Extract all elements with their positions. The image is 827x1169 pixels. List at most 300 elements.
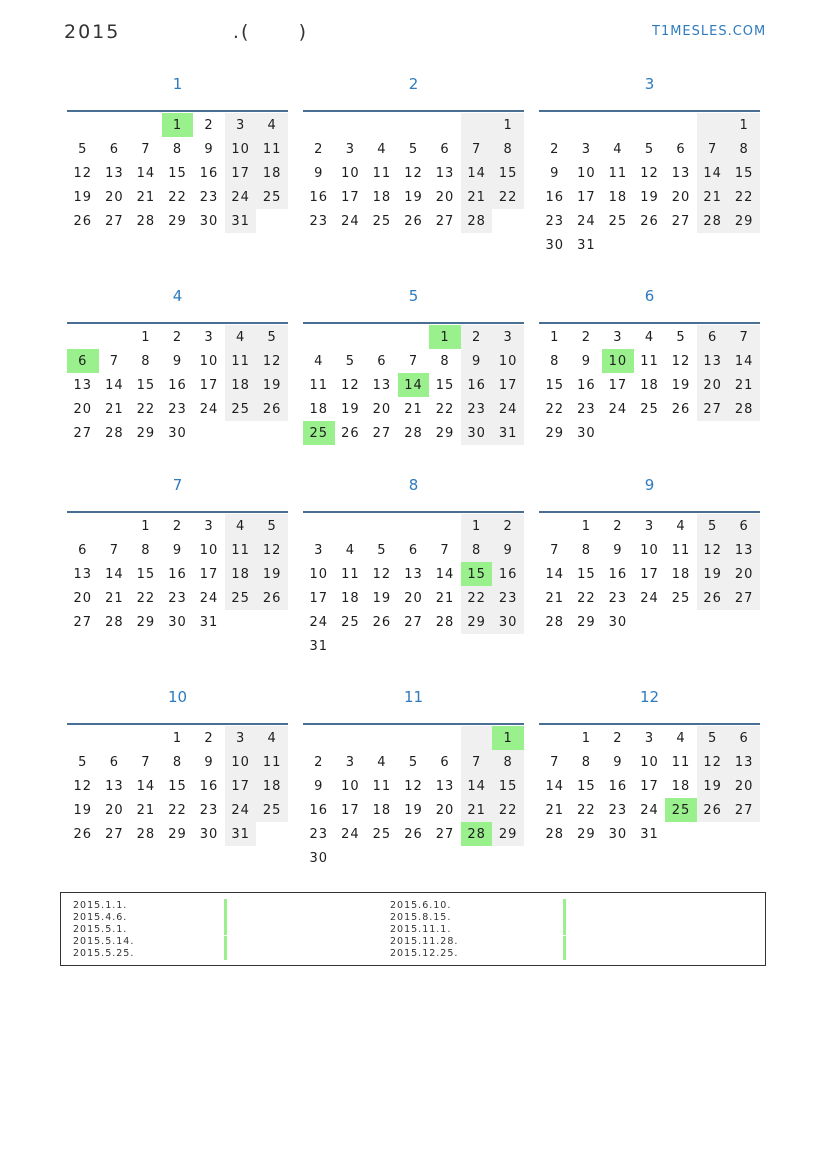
day-cell: 5 [408, 754, 419, 770]
day-cell: 24 [640, 590, 659, 606]
day-cell: 26 [671, 401, 691, 417]
day-cell: 10 [640, 542, 659, 558]
holiday-swatch [563, 948, 566, 960]
day-cell: 29 [168, 213, 187, 229]
day-cell: 31 [309, 638, 329, 654]
day-cell: 7 [550, 754, 560, 770]
day-cell: 6 [408, 542, 419, 558]
empty-day-cell [461, 634, 493, 658]
day-cell: 3 [204, 329, 214, 345]
day-cell: 11 [225, 349, 257, 373]
day-cell: 2 [172, 329, 183, 345]
day-cell: 3 [225, 726, 257, 750]
day-cell: 5 [78, 141, 88, 157]
day-cell: 14 [136, 165, 156, 181]
day-cell: 9 [461, 349, 493, 373]
day-cell: 19 [256, 562, 288, 586]
day-cell: 1 [581, 730, 591, 746]
day-cell: 3 [644, 730, 655, 746]
day-cell: 1 [550, 329, 560, 345]
day-cell: 10 [602, 349, 634, 373]
day-cell: 11 [309, 377, 329, 393]
day-cell: 20 [435, 802, 455, 818]
empty-day-cell [429, 726, 461, 750]
empty-day-cell [728, 822, 760, 846]
day-cell: 26 [256, 397, 288, 421]
day-cell: 4 [644, 329, 655, 345]
day-cell: 2 [172, 518, 183, 534]
day-cell: 31 [225, 822, 257, 846]
day-cell: 15 [435, 377, 455, 393]
empty-day-cell [697, 113, 729, 137]
empty-day-cell [461, 113, 493, 137]
empty-day-cell [335, 726, 367, 750]
legend-item [390, 948, 566, 960]
day-cell: 7 [141, 754, 151, 770]
legend-item [390, 923, 566, 935]
day-cell: 17 [577, 189, 596, 205]
day-cell: 12 [404, 165, 423, 181]
day-cell: 29 [577, 826, 596, 842]
day-cell: 10 [341, 165, 360, 181]
day-cell: 18 [640, 377, 659, 393]
day-cell: 27 [728, 586, 760, 610]
empty-day-cell [398, 634, 430, 658]
month-divider [539, 723, 760, 725]
day-cell: 2 [204, 117, 214, 133]
day-cell: 11 [671, 754, 691, 770]
day-cell: 7 [461, 750, 493, 774]
day-cell: 12 [697, 538, 729, 562]
month-divider [67, 110, 288, 112]
day-cell: 21 [545, 590, 565, 606]
empty-day-cell [539, 726, 571, 750]
day-cell: 9 [314, 778, 324, 794]
day-cell: 6 [440, 754, 450, 770]
day-cell: 15 [136, 566, 156, 582]
day-cell: 25 [225, 397, 257, 421]
day-cell: 22 [577, 590, 596, 606]
day-cell: 18 [225, 373, 257, 397]
empty-day-cell [303, 514, 335, 538]
day-cell: 2 [314, 141, 324, 157]
day-cell: 12 [697, 750, 729, 774]
day-cell: 27 [73, 614, 93, 630]
day-cell: 21 [435, 590, 455, 606]
holiday-legend [60, 892, 766, 966]
day-grid [303, 113, 524, 233]
day-cell: 14 [398, 373, 430, 397]
day-cell: 28 [435, 614, 455, 630]
day-cell: 8 [550, 353, 560, 369]
day-cell: 18 [671, 566, 691, 582]
day-cell: 13 [404, 566, 423, 582]
day-cell: 4 [676, 730, 686, 746]
day-grid [539, 514, 760, 634]
day-cell: 30 [309, 850, 329, 866]
day-cell: 3 [644, 518, 655, 534]
day-cell: 21 [697, 185, 729, 209]
month-title: 11 [403, 688, 424, 706]
day-cell: 5 [408, 141, 419, 157]
empty-day-cell [602, 233, 634, 257]
day-cell: 25 [665, 798, 697, 822]
empty-day-cell [335, 846, 367, 870]
day-cell: 26 [256, 586, 288, 610]
day-grid [303, 514, 524, 658]
month-title: 8 [408, 476, 419, 494]
empty-day-cell [193, 421, 225, 445]
day-cell: 20 [73, 590, 93, 606]
day-cell: 27 [435, 213, 455, 229]
day-cell: 12 [341, 377, 360, 393]
day-cell: 16 [461, 373, 493, 397]
day-cell: 30 [492, 610, 524, 634]
day-cell: 27 [404, 614, 423, 630]
day-cell: 16 [577, 377, 596, 393]
empty-day-cell [398, 514, 430, 538]
day-cell: 11 [341, 566, 360, 582]
empty-day-cell [366, 846, 398, 870]
empty-day-cell [398, 325, 430, 349]
day-cell: 8 [492, 750, 524, 774]
day-cell: 27 [105, 826, 124, 842]
legend-item [73, 936, 227, 948]
day-cell: 16 [492, 562, 524, 586]
day-cell: 12 [256, 349, 288, 373]
day-cell: 13 [73, 566, 93, 582]
legend-item [73, 948, 227, 960]
day-cell: 20 [372, 401, 392, 417]
legend-item [390, 936, 566, 948]
empty-day-cell [130, 113, 162, 137]
day-cell: 20 [105, 189, 124, 205]
day-cell: 12 [671, 353, 691, 369]
day-cell: 22 [136, 590, 156, 606]
day-cell: 15 [168, 165, 187, 181]
day-cell: 27 [728, 798, 760, 822]
day-cell: 2 [461, 325, 493, 349]
day-grid [539, 325, 760, 445]
day-cell: 19 [73, 189, 93, 205]
day-cell: 19 [372, 590, 392, 606]
day-cell: 7 [550, 542, 560, 558]
day-cell: 25 [256, 185, 288, 209]
empty-day-cell [225, 421, 257, 445]
day-cell: 28 [728, 397, 760, 421]
day-cell: 13 [435, 778, 455, 794]
day-cell: 2 [613, 730, 623, 746]
day-cell: 16 [309, 189, 329, 205]
day-cell: 26 [404, 826, 423, 842]
empty-day-cell [335, 113, 367, 137]
empty-day-cell [366, 113, 398, 137]
day-cell: 14 [136, 778, 156, 794]
day-cell: 29 [435, 425, 455, 441]
month-title: 1 [172, 75, 183, 93]
day-cell: 4 [377, 754, 387, 770]
day-cell: 21 [404, 401, 423, 417]
day-cell: 6 [109, 754, 119, 770]
day-cell: 15 [492, 774, 524, 798]
day-cell: 14 [105, 566, 124, 582]
day-cell: 4 [256, 726, 288, 750]
day-cell: 12 [640, 165, 659, 181]
day-grid [539, 113, 760, 257]
day-cell: 1 [141, 329, 151, 345]
day-cell: 19 [73, 802, 93, 818]
empty-day-cell [130, 726, 162, 750]
day-grid [303, 726, 524, 870]
empty-day-cell [256, 610, 288, 634]
month-title: 12 [639, 688, 660, 706]
day-cell: 31 [225, 209, 257, 233]
day-cell: 10 [341, 778, 360, 794]
day-cell: 7 [141, 141, 151, 157]
day-cell: 15 [136, 377, 156, 393]
day-cell: 8 [141, 542, 151, 558]
empty-day-cell [335, 325, 367, 349]
day-cell: 20 [697, 373, 729, 397]
holiday-swatch [224, 948, 227, 960]
day-cell: 1 [172, 730, 183, 746]
day-cell: 15 [168, 778, 187, 794]
day-cell: 25 [256, 798, 288, 822]
legend-item [390, 899, 566, 911]
empty-day-cell [303, 726, 335, 750]
day-cell: 4 [345, 542, 355, 558]
empty-day-cell [728, 610, 760, 634]
empty-day-cell [492, 634, 524, 658]
day-grid [303, 325, 524, 445]
day-cell: 30 [461, 421, 493, 445]
holiday-swatch [563, 911, 566, 923]
day-cell: 28 [136, 826, 156, 842]
month-title: 10 [167, 688, 188, 706]
day-cell: 30 [577, 425, 596, 441]
legend-date: 2015.12.25. [390, 948, 459, 960]
month-title: 5 [408, 287, 419, 305]
day-cell: 13 [372, 377, 392, 393]
empty-day-cell [461, 726, 493, 750]
day-cell: 9 [613, 542, 623, 558]
day-cell: 3 [581, 141, 591, 157]
day-cell: 16 [168, 566, 187, 582]
empty-day-cell [256, 822, 288, 846]
day-cell: 14 [697, 161, 729, 185]
day-cell: 24 [225, 185, 257, 209]
day-cell: 24 [199, 590, 219, 606]
empty-day-cell [366, 634, 398, 658]
empty-day-cell [99, 113, 131, 137]
day-cell: 7 [109, 353, 119, 369]
day-cell: 30 [608, 826, 628, 842]
empty-day-cell [398, 726, 430, 750]
day-cell: 15 [492, 161, 524, 185]
day-cell: 15 [577, 566, 596, 582]
day-cell: 20 [671, 189, 691, 205]
day-cell: 8 [461, 538, 493, 562]
day-cell: 6 [109, 141, 119, 157]
empty-day-cell [303, 325, 335, 349]
day-cell: 10 [640, 754, 659, 770]
day-cell: 26 [404, 213, 423, 229]
empty-day-cell [539, 113, 571, 137]
day-cell: 27 [372, 425, 392, 441]
day-cell: 10 [199, 353, 219, 369]
day-cell: 10 [577, 165, 596, 181]
day-cell: 2 [204, 730, 214, 746]
day-cell: 13 [728, 538, 760, 562]
day-cell: 6 [676, 141, 686, 157]
empty-day-cell [67, 514, 99, 538]
day-cell: 30 [545, 237, 565, 253]
day-cell: 14 [728, 349, 760, 373]
day-cell: 22 [136, 401, 156, 417]
day-cell: 15 [461, 562, 493, 586]
day-cell: 23 [577, 401, 596, 417]
day-cell: 14 [435, 566, 455, 582]
day-cell: 30 [608, 614, 628, 630]
day-cell: 19 [640, 189, 659, 205]
day-cell: 8 [728, 137, 760, 161]
empty-day-cell [539, 514, 571, 538]
empty-day-cell [602, 421, 634, 445]
empty-day-cell [398, 846, 430, 870]
day-cell: 11 [671, 542, 691, 558]
empty-day-cell [492, 846, 524, 870]
day-cell: 19 [404, 189, 423, 205]
legend-date: 2015.5.1. [73, 923, 128, 935]
day-cell: 20 [728, 562, 760, 586]
day-cell: 3 [204, 518, 214, 534]
day-cell: 22 [577, 802, 596, 818]
day-cell: 17 [199, 566, 219, 582]
day-cell: 4 [314, 353, 324, 369]
day-cell: 2 [550, 141, 560, 157]
day-cell: 16 [608, 778, 628, 794]
empty-day-cell [67, 113, 99, 137]
day-cell: 10 [225, 137, 257, 161]
day-cell: 17 [492, 373, 524, 397]
day-cell: 5 [345, 353, 355, 369]
day-cell: 13 [435, 165, 455, 181]
day-cell: 22 [545, 401, 565, 417]
day-cell: 5 [644, 141, 655, 157]
day-cell: 21 [461, 185, 493, 209]
day-cell: 23 [461, 397, 493, 421]
month-divider [303, 322, 524, 324]
day-cell: 21 [105, 590, 124, 606]
day-cell: 17 [225, 774, 257, 798]
day-cell: 21 [728, 373, 760, 397]
day-cell: 27 [105, 213, 124, 229]
day-cell: 19 [341, 401, 360, 417]
day-cell: 24 [640, 802, 659, 818]
day-grid [67, 325, 288, 445]
day-cell: 18 [341, 590, 360, 606]
day-grid [67, 726, 288, 846]
day-cell: 5 [697, 726, 729, 750]
day-cell: 7 [408, 353, 419, 369]
day-cell: 8 [581, 542, 591, 558]
day-cell: 9 [314, 165, 324, 181]
day-grid [67, 113, 288, 233]
empty-day-cell [634, 233, 666, 257]
day-cell: 13 [728, 750, 760, 774]
day-cell: 23 [199, 189, 219, 205]
day-cell: 3 [225, 113, 257, 137]
day-cell: 24 [199, 401, 219, 417]
day-cell: 25 [608, 213, 628, 229]
day-cell: 3 [613, 329, 623, 345]
day-cell: 4 [225, 514, 257, 538]
day-cell: 12 [73, 778, 93, 794]
day-cell: 24 [309, 614, 329, 630]
site-link[interactable]: T1MESLES.COM [652, 24, 767, 39]
day-cell: 22 [168, 802, 187, 818]
legend-item [73, 923, 227, 935]
day-cell: 12 [372, 566, 392, 582]
legend-date: 2015.4.6. [73, 911, 128, 923]
empty-day-cell [225, 610, 257, 634]
day-cell: 10 [492, 349, 524, 373]
day-cell: 15 [577, 778, 596, 794]
empty-day-cell [665, 610, 697, 634]
day-cell: 26 [697, 798, 729, 822]
day-cell: 17 [309, 590, 329, 606]
day-cell: 25 [671, 590, 691, 606]
day-cell: 7 [440, 542, 450, 558]
holiday-swatch [563, 923, 566, 935]
day-cell: 30 [199, 826, 219, 842]
empty-day-cell [335, 514, 367, 538]
month-divider [303, 110, 524, 112]
day-cell: 14 [545, 778, 565, 794]
empty-day-cell [665, 822, 697, 846]
day-cell: 18 [309, 401, 329, 417]
day-cell: 23 [545, 213, 565, 229]
day-cell: 17 [608, 377, 628, 393]
day-cell: 12 [404, 778, 423, 794]
empty-day-cell [429, 846, 461, 870]
day-cell: 18 [671, 778, 691, 794]
day-cell: 20 [728, 774, 760, 798]
day-cell: 11 [256, 750, 288, 774]
day-cell: 13 [105, 778, 124, 794]
day-cell: 29 [136, 425, 156, 441]
day-cell: 22 [168, 189, 187, 205]
day-cell: 17 [341, 802, 360, 818]
day-cell: 24 [341, 826, 360, 842]
day-cell: 25 [225, 586, 257, 610]
day-cell: 9 [204, 754, 214, 770]
day-cell: 4 [613, 141, 623, 157]
day-cell: 6 [377, 353, 387, 369]
day-cell: 31 [492, 421, 524, 445]
day-cell: 6 [78, 542, 88, 558]
empty-day-cell [634, 610, 666, 634]
day-cell: 21 [461, 798, 493, 822]
day-cell: 14 [461, 774, 493, 798]
day-cell: 2 [492, 514, 524, 538]
holiday-swatch [224, 923, 227, 935]
day-cell: 18 [608, 189, 628, 205]
day-cell: 13 [671, 165, 691, 181]
day-cell: 8 [172, 141, 183, 157]
day-cell: 28 [136, 213, 156, 229]
empty-day-cell [366, 325, 398, 349]
